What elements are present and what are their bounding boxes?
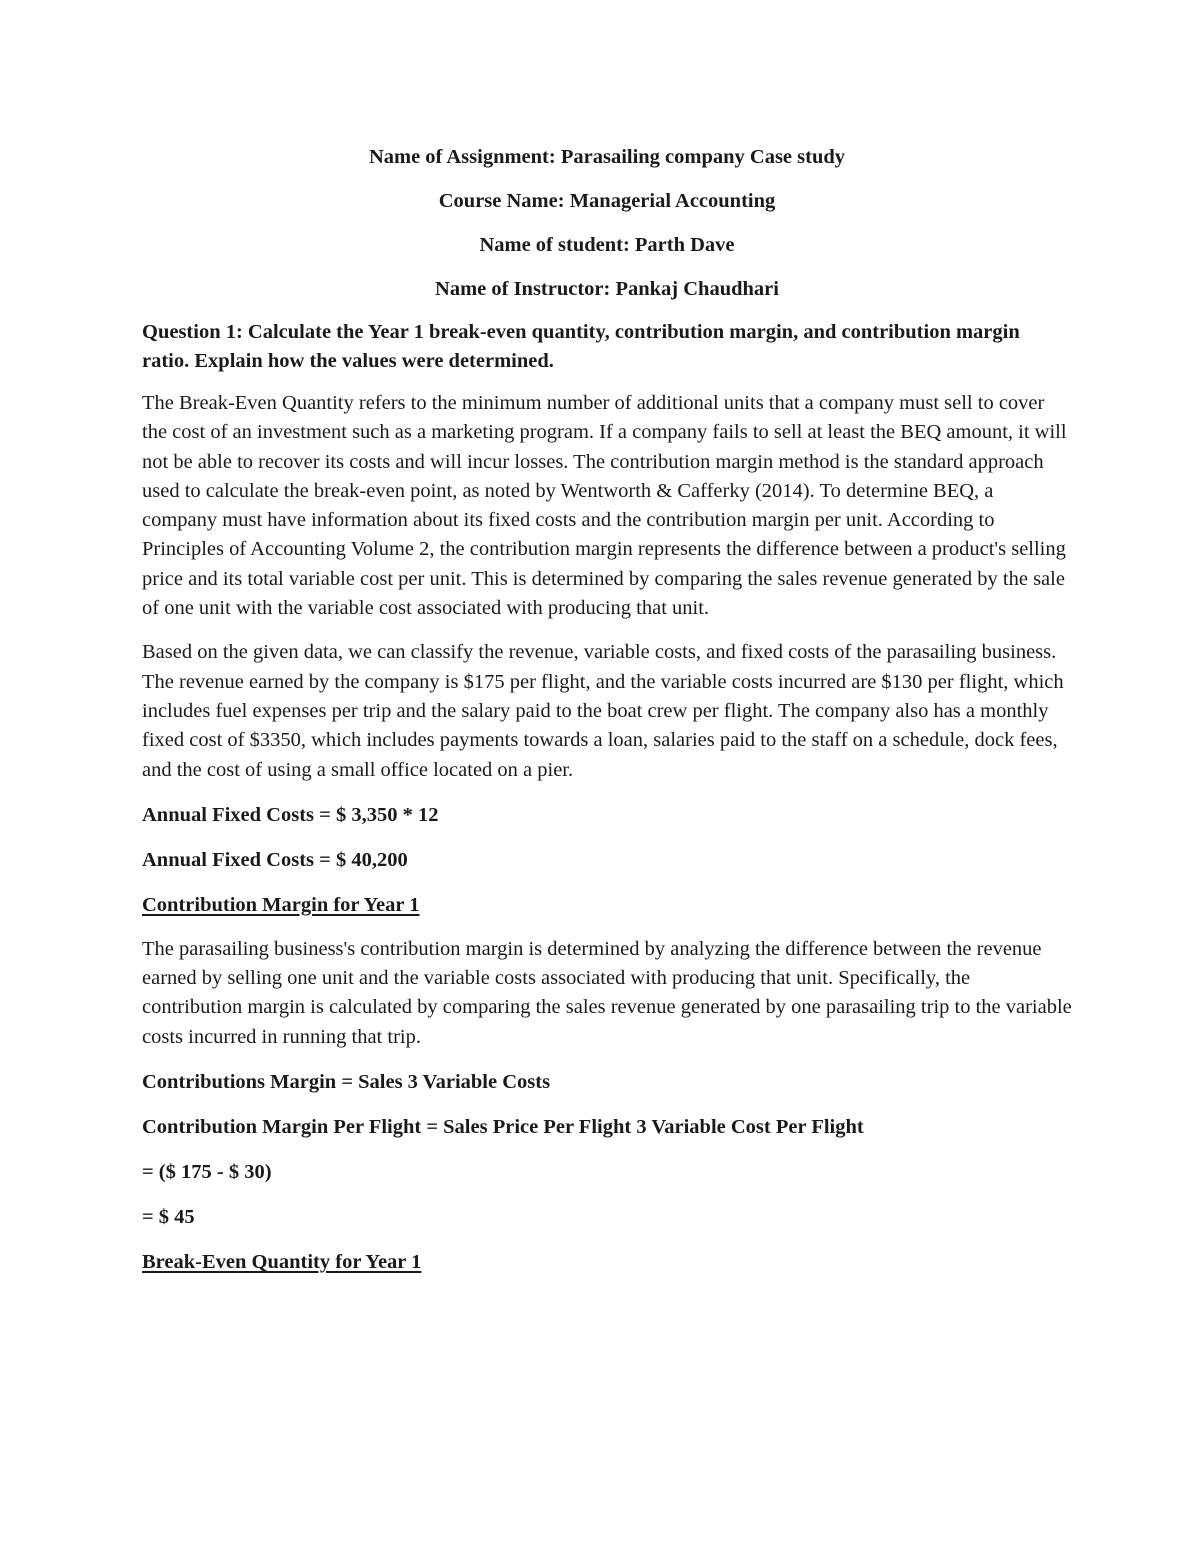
formula-contribution-margin: Contributions Margin = Sales 3 Variable Costs [142,1071,551,1094]
question-1-heading: Question 1: Calculate the Year 1 break-even quantity, contribution margin, and contribution margin ratio. Explain how the values were determined. [142,321,1020,372]
paragraph-contribution-margin: The parasailing business's contribution margin is determined by analyzing the difference between the revenue earned by selling one unit and the variable costs associated with producing that unit. Specifically, the contribution margin is calculated by comparing the sales revenue generated by one parasailing trip to the variable costs incurred in running that trip. [142,937,1072,1048]
course-name: Course Name: Managerial Accounting [438,190,776,212]
paragraph-given-data: Based on the given data, we can classify the revenue, variable costs, and fixed costs of the parasailing business. The revenue earned by the company is $175 per flight, and the variable costs incurred are $130 per flight, which includes fuel expenses per trip and the salary paid to the boat crew per flight. The company also has a monthly fixed cost of $3350, which includes payments towards a loan, salaries paid to the staff on a schedule, dock fees, and the cost of using a small office located on a pier. [142,641,1064,781]
assignment-name: Name of Assignment: Parasailing company Case study [368,146,846,168]
paragraph-beq-definition: The Break-Even Quantity refers to the minimum number of additional units that a company must sell to cover the cost of an investment such as a marketing program. If a company fails to sell at least the BEQ amount, it will not be able to recover its costs and will incur losses. The contribution margin method is the standard approach used to calculate the break-even point, as noted by Wentworth & Cafferky (2014). To determine BEQ, a company must have information about its fixed costs and the contribution margin per unit. According to Principles of Accounting Volume 2, the contribution margin represents the difference between a product's selling price and its total variable cost per unit. This is determined by comparing the sales revenue generated by the sale of one unit with the variable cost associated with producing that unit. [142,392,1067,620]
formula-contribution-margin-per-flight: Contribution Margin Per Flight = Sales Price Per Flight 3 Variable Cost Per Flight [142,1116,864,1139]
section-title-contribution-margin: Contribution Margin for Year 1 [142,893,420,916]
section-title-break-even-quantity: Break-Even Quantity for Year 1 [142,1251,422,1274]
formula-cm-calculation: = ($ 175 - $ 30) [142,1161,272,1184]
page-content [142,142,1072,1292]
student-name: Name of student: Parth Dave [479,234,735,256]
formula-annual-fixed-costs-result: Annual Fixed Costs = $ 40,200 [142,848,408,871]
formula-annual-fixed-costs: Annual Fixed Costs = $ 3,350 * 12 [142,803,439,826]
formula-cm-result: = $ 45 [142,1206,195,1229]
instructor-name: Name of Instructor: Pankaj Chaudhari [435,278,779,300]
